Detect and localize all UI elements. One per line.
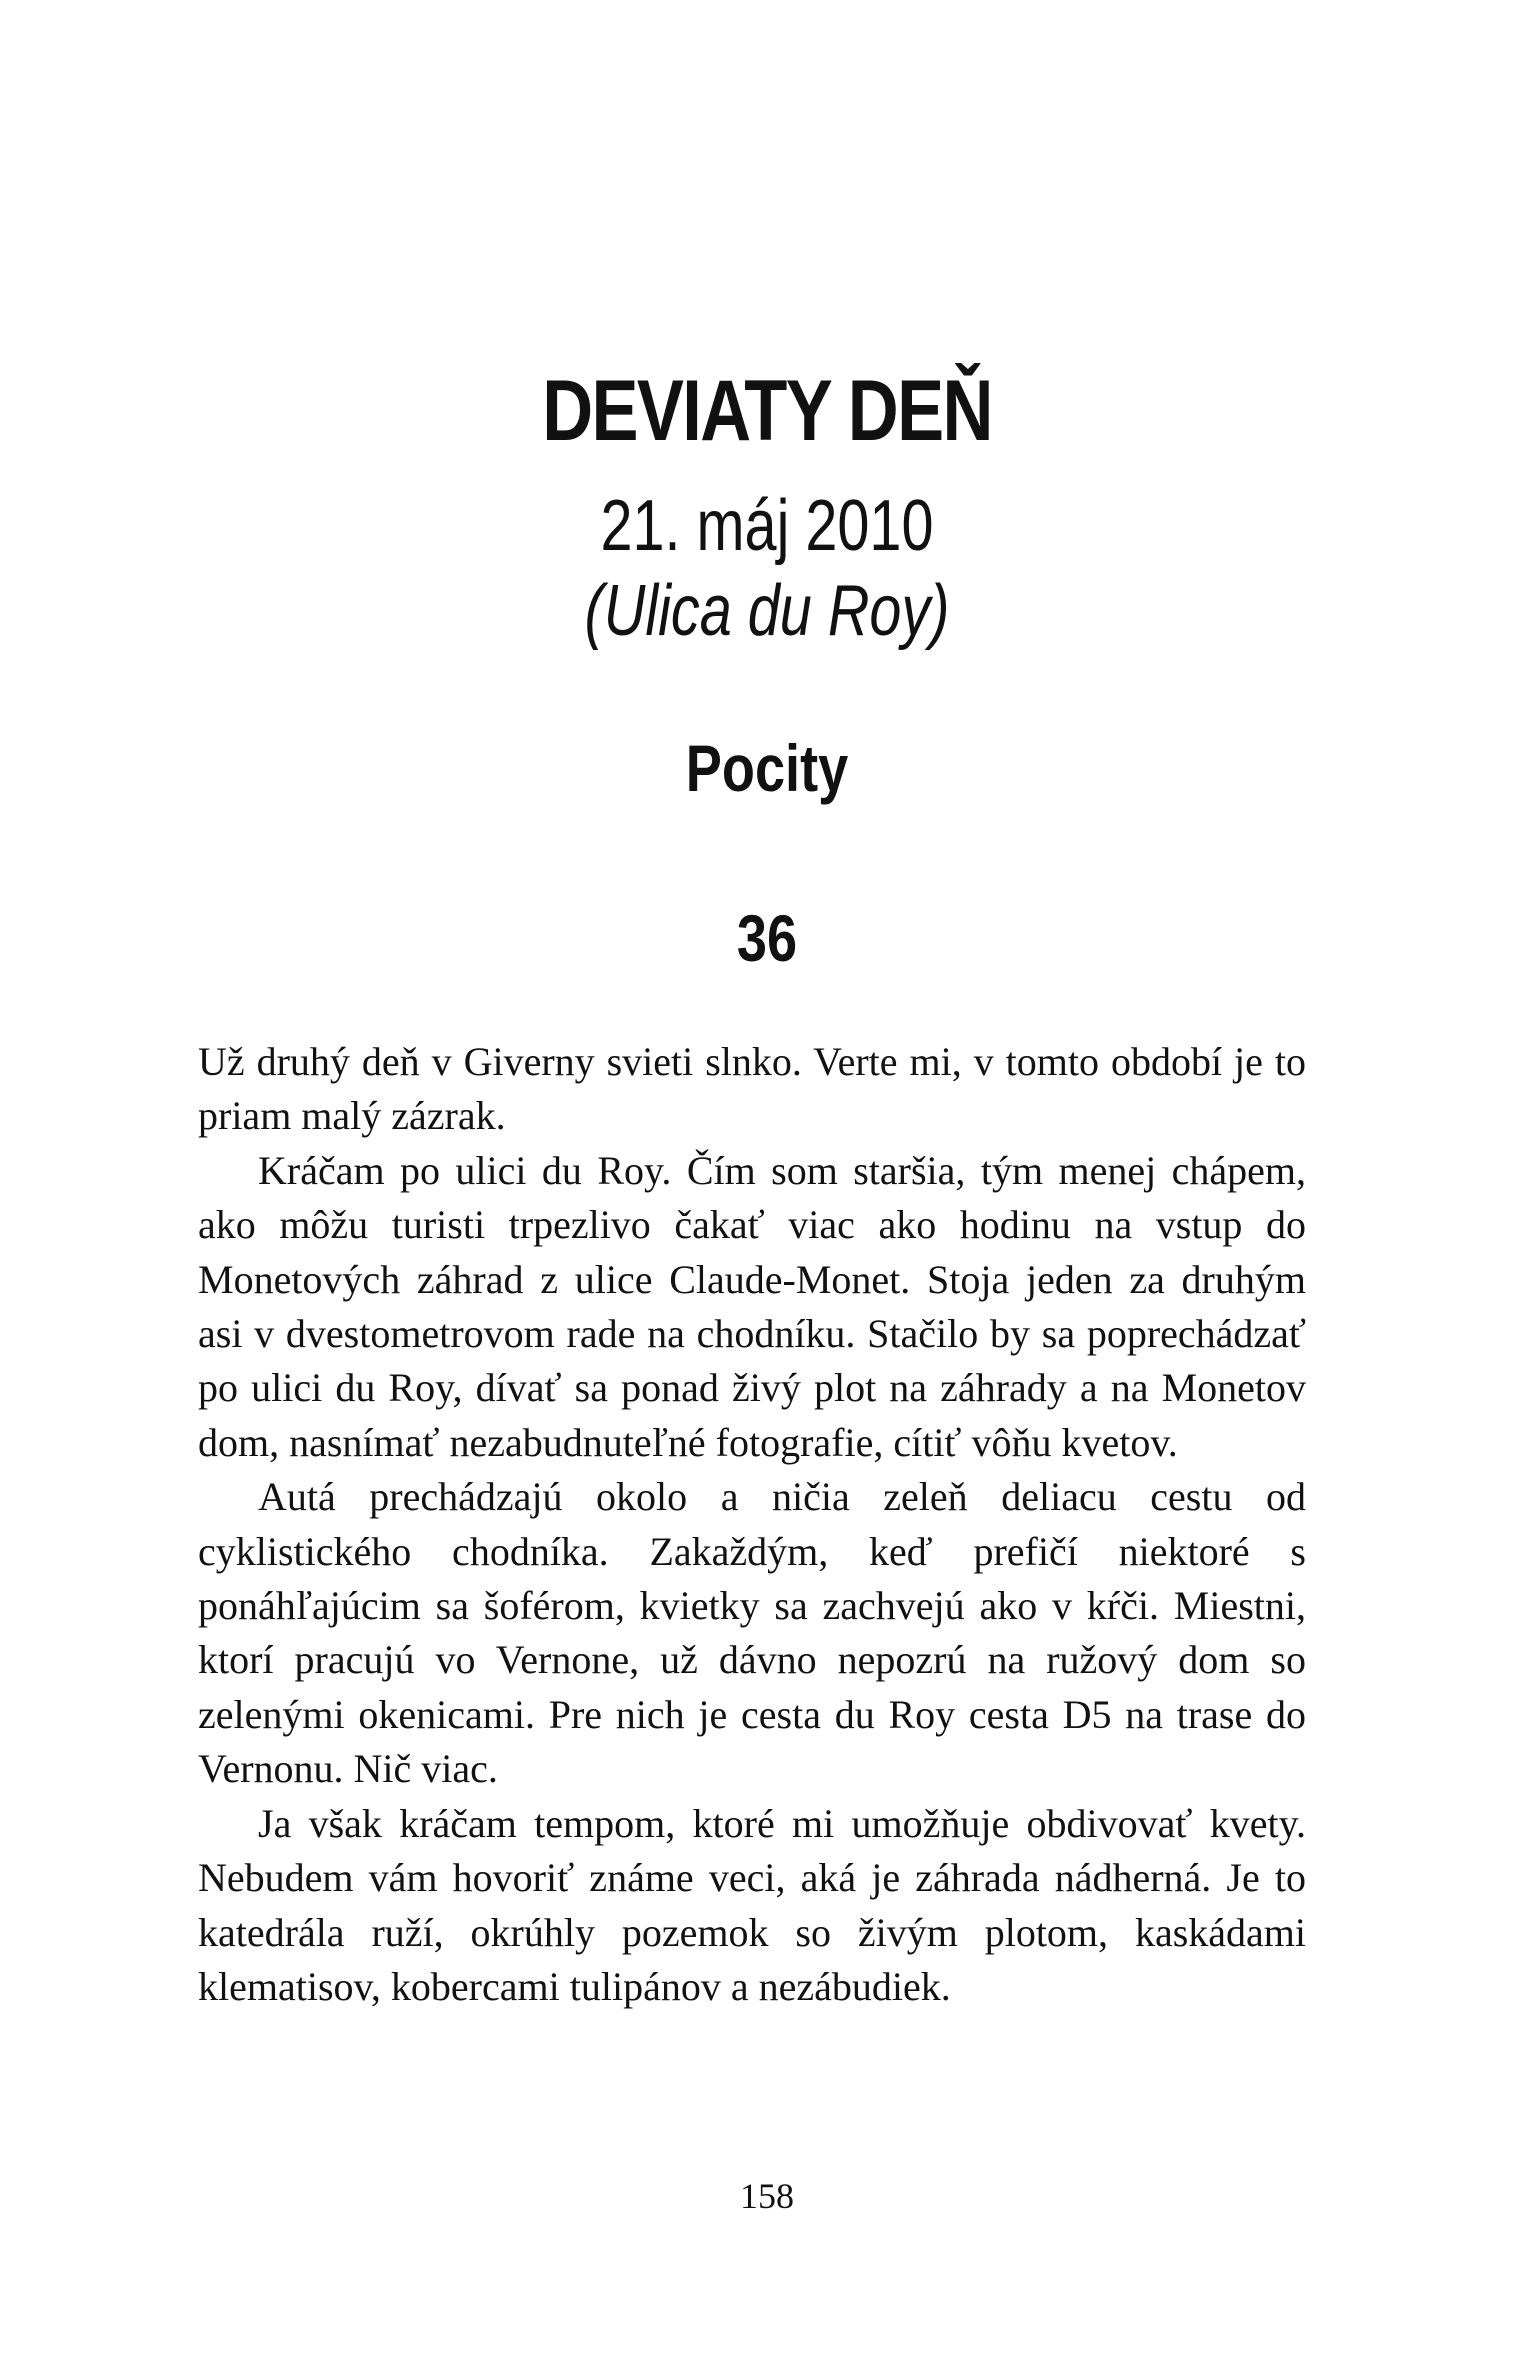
body-text	[198, 1035, 1306, 2014]
paragraph: Už druhý deň v Giverny svieti slnko. Verte mi, v tomto období je to priam malý zázrak.	[198, 1039, 1306, 1139]
chapter-place: (Ulica du Roy)	[584, 571, 950, 651]
paragraph: Kráčam po ulici du Roy. Čím som staršia, tým menej chápem, ako môžu turisti trpezlivo čakať viac ako hodinu na vstup do Monetových záhrad z ulice Claude-Monet. Stoja jeden za druhým asi v dvestometrovom rade na chodníku. Stačilo by sa poprechádzať po ulici du Roy, dívať sa ponad živý plot na záhrady a na Monetov dom, nasnímať nezabudnuteľné fotografie, cítiť vôňu kvetov.	[198, 1147, 1306, 1465]
chapter-date: 21. máj 2010	[600, 486, 934, 566]
chapter-title: DEVIATY DEŇ	[542, 363, 992, 459]
section-title: Pocity	[685, 731, 849, 805]
paragraph: Autá prechádzajú okolo a ničia zeleň deliacu cestu od cyklistického chodníka. Zakaždým, keď prefičí niektoré s ponáhľajúcim sa šoférom, kvietky sa zachvejú ako v kŕči. Miestni, ktorí pracujú vo Vernone, už dávno nepozrú na ružový dom so zelenými okenicami. Pre nich je cesta du Roy cesta D5 na trase do Vernonu. Nič viac.	[198, 1474, 1306, 1792]
page-number: 158	[740, 2176, 794, 2216]
paragraph: Ja však kráčam tempom, ktoré mi umožňuje obdivovať kvety. Nebudem vám hovoriť známe veci, aká je záhrada nádherná. Je to katedrála ruží, okrúhly pozemok so živým plotom, kaskádami klematisov, kobercami tulipánov a nezábudiek.	[198, 1800, 1306, 2009]
section-number: 36	[736, 901, 798, 975]
